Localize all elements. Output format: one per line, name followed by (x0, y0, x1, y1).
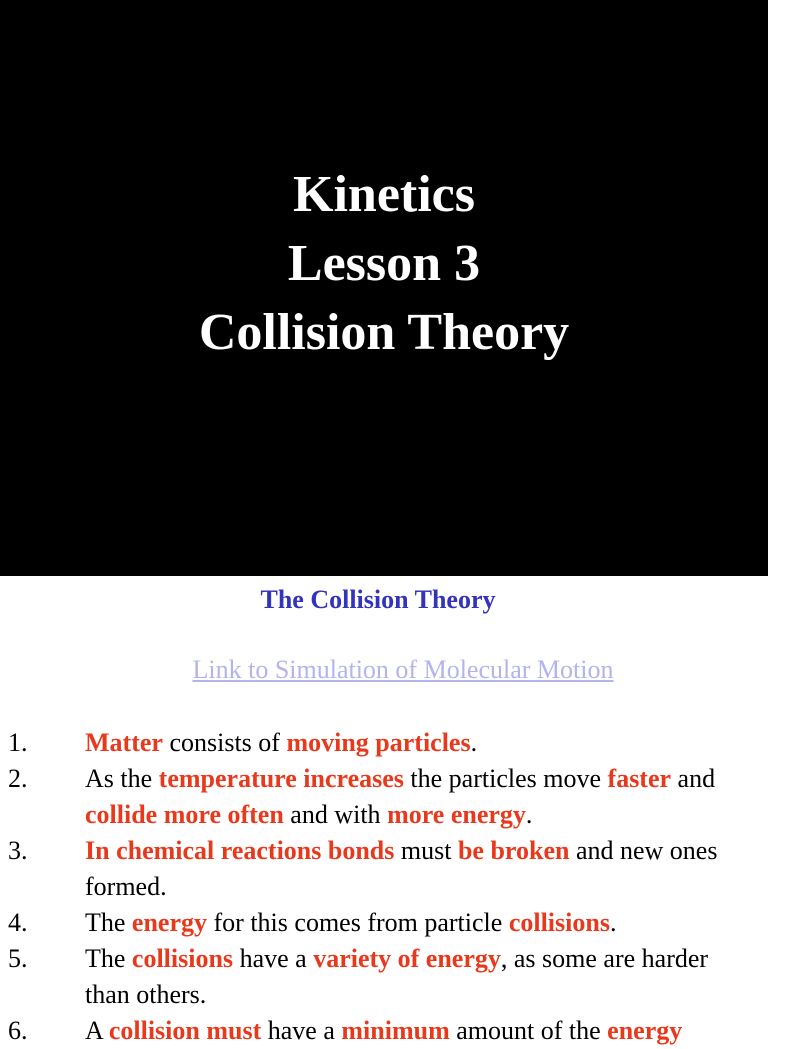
list-item-text: must (394, 836, 458, 865)
list-item-text: energy (607, 1016, 683, 1045)
list-item-number: 4. (8, 908, 28, 937)
list-item-text: A (85, 1016, 109, 1045)
list-item-text: be broken (457, 836, 570, 865)
list-item-text: and with (283, 800, 388, 829)
list-item-number: 2. (8, 764, 28, 793)
list-item-text: temperature increases (158, 764, 404, 793)
list-item-text: collision (108, 1016, 200, 1045)
list-item (0, 833, 768, 905)
list-item-text: faster (607, 764, 672, 793)
list-item-text: amount of the (449, 1016, 608, 1045)
list-item-text: As the (85, 764, 159, 793)
list-item-text: more energy (387, 800, 526, 829)
list-item (0, 761, 768, 833)
list-item-text: collisions (131, 944, 234, 973)
list-item-number: 3. (8, 836, 28, 865)
list-item-text: collisions (508, 908, 610, 937)
list-item-text: In chemical reactions bonds (85, 836, 395, 865)
list-item-text: variety of energy (313, 944, 501, 973)
list-item-text: for this comes from particle (207, 908, 509, 937)
list-item-text: energy (131, 908, 208, 937)
list-item-text: . (470, 728, 478, 757)
slide-title (0, 160, 768, 367)
list-item (0, 1013, 768, 1049)
title-line-1: Kinetics (293, 166, 475, 223)
list-item (0, 905, 768, 941)
collision-theory-list (0, 725, 768, 1049)
content-page (0, 576, 768, 1045)
list-item-number: 5. (8, 944, 28, 973)
list-item-number: 1. (8, 728, 28, 757)
list-item-text: moving particles (286, 728, 471, 757)
list-item-text: must (206, 1016, 262, 1045)
list-item (0, 725, 768, 761)
list-item-text: , as some are harder than others. (85, 944, 709, 1009)
list-item-text: Matter (85, 728, 163, 757)
list-item-text: have a (233, 944, 314, 973)
list-item-text: and new ones formed. (85, 836, 718, 901)
simulation-link[interactable]: Link to Simulation of Molecular Motion (192, 655, 614, 684)
list-item-text: The (85, 944, 132, 973)
list-item-text: . (525, 800, 533, 829)
list-item-text: . (609, 908, 617, 937)
title-line-3: Collision Theory (198, 304, 570, 361)
list-item-text: the particles move (403, 764, 608, 793)
list-item (0, 941, 768, 1013)
list-item-text: consists of (162, 728, 287, 757)
title-line-2: Lesson 3 (287, 235, 481, 292)
list-item-text: have a (261, 1016, 342, 1045)
list-item-number: 6. (8, 1016, 28, 1045)
list-item-text: minimum (341, 1016, 450, 1045)
list-item-text: The (85, 908, 132, 937)
list-item-text: collide more often (85, 800, 284, 829)
list-item-text: and (671, 764, 716, 793)
section-heading: The Collision Theory (260, 585, 496, 614)
